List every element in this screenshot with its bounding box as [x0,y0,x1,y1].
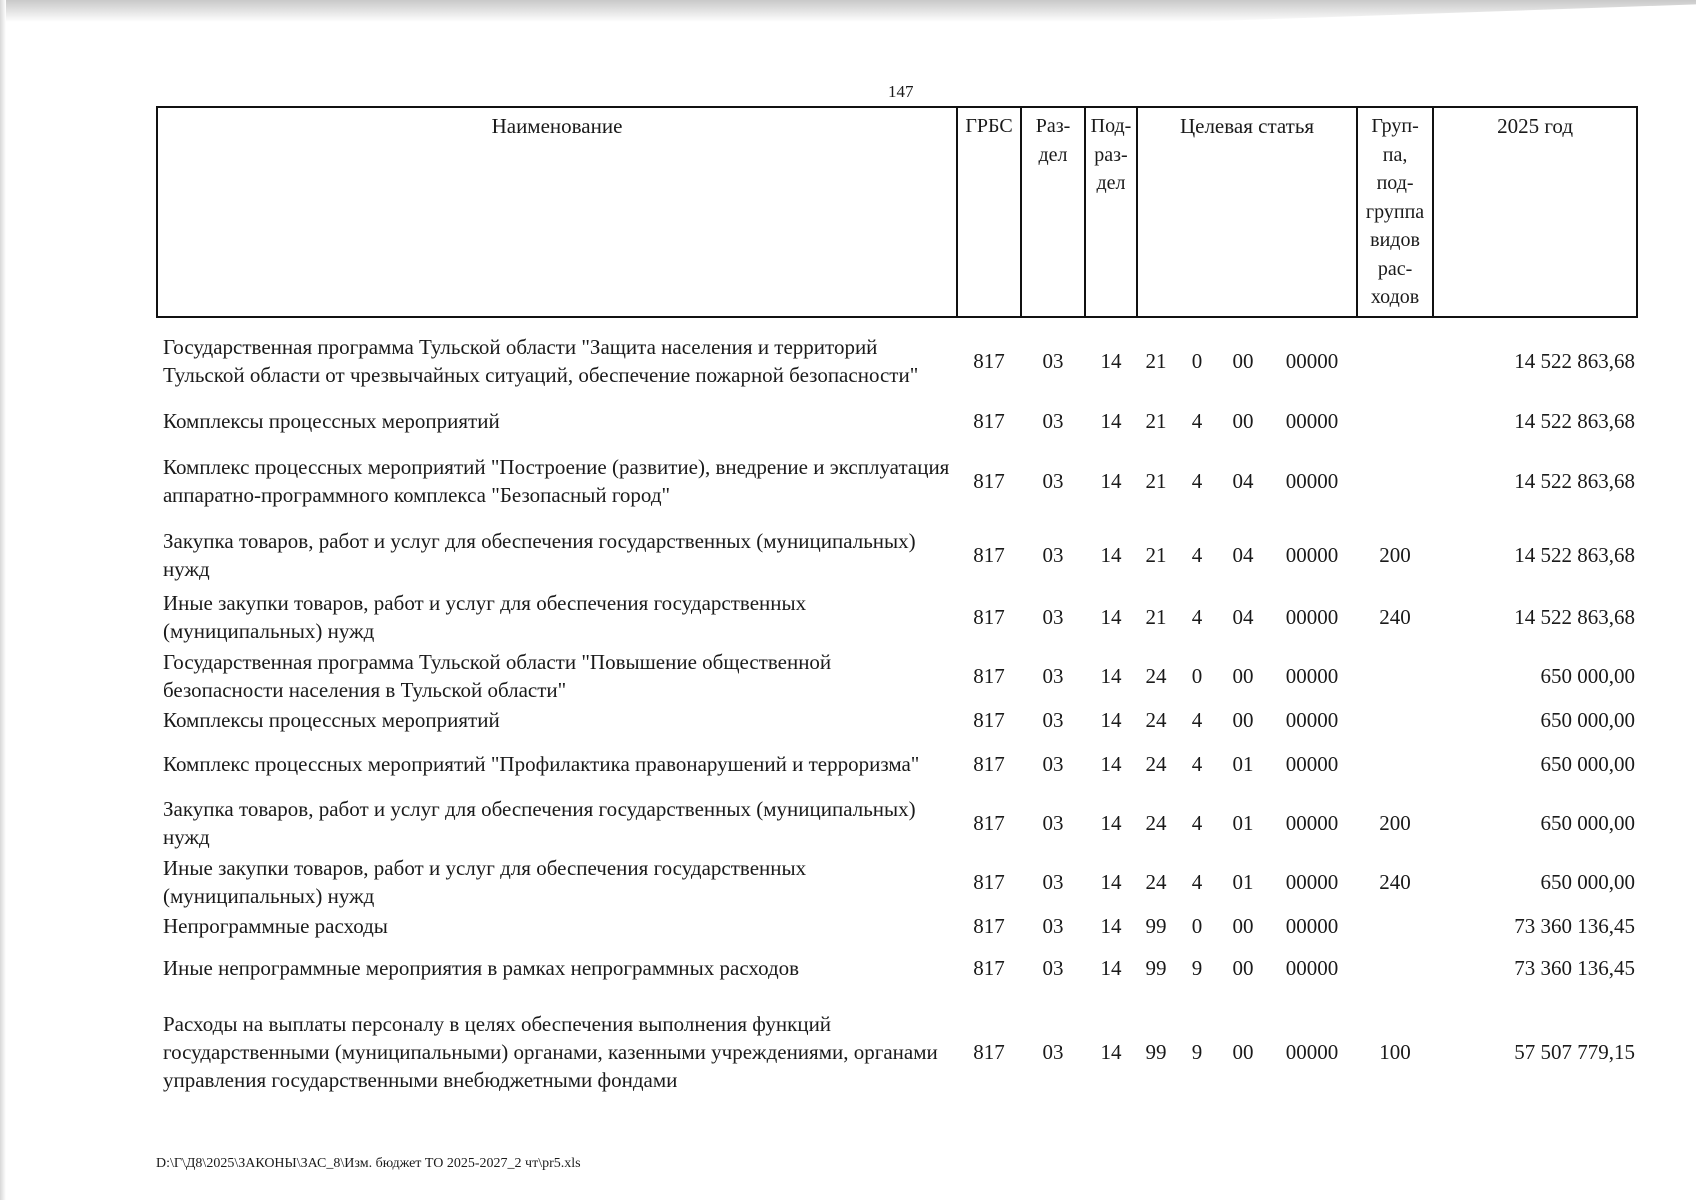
row-target-program: 99 [1145,956,1167,980]
row-target-program: 21 [1145,604,1167,629]
row-grbs: 817 [973,956,1005,980]
row-sum: 73 360 136,45 [1514,956,1636,980]
header-razdel-line: Раз- [1035,115,1071,137]
row-group [1357,705,1433,734]
row-target-subtype: 00 [1232,663,1254,688]
row-target-subtype: 00 [1232,707,1254,732]
row-name: Государственная программа Тульской области "Защита населения и территорий Тульской области от чрезвычайных ситуаций, обеспечение пожарной безопасности" [163,334,919,387]
row-target-code: 00000 [1285,409,1339,433]
header-razdel-line: дел [1038,143,1068,166]
row-grbs: 817 [973,869,1005,894]
table-body [157,317,1637,1109]
row-target-subtype: 04 [1232,469,1254,493]
row-target-subtype: 00 [1232,914,1254,938]
row-group [1357,911,1433,941]
row-target-type: 9 [1191,1040,1203,1064]
table-row [157,793,1637,852]
row-target-code: 00000 [1285,469,1339,493]
row-sum: 14 522 863,68 [1514,469,1636,493]
header-group-line: видов [1370,229,1420,251]
row-grbs: 817 [973,663,1005,688]
row-podrazdel: 14 [1100,604,1122,629]
row-grbs: 817 [973,409,1005,433]
row-group [1357,403,1433,439]
row-group [1357,439,1433,523]
header-target: Целевая статья [1137,107,1357,317]
row-sum: 650 000,00 [1540,751,1636,776]
table-row [157,852,1637,911]
row-target-program: 24 [1145,810,1167,835]
row-target-program: 24 [1145,869,1167,894]
row-grbs: 817 [973,914,1005,938]
row-razdel: 03 [1042,663,1064,688]
row-target-program: 21 [1145,348,1167,373]
row-target-type: 4 [1191,810,1203,835]
row-target-subtype: 01 [1232,751,1254,776]
row-razdel: 03 [1042,707,1064,732]
row-target-subtype: 00 [1232,409,1254,433]
table-row [157,646,1637,705]
row-podrazdel: 14 [1100,707,1122,732]
row-target-type: 4 [1191,604,1203,629]
row-name: Комплексы процессных мероприятий [163,707,500,732]
row-grbs: 817 [973,751,1005,776]
header-group-line: ходов [1370,286,1420,308]
row-podrazdel: 14 [1100,914,1122,938]
row-target-subtype: 04 [1232,543,1254,567]
row-name: Закупка товаров, работ и услуг для обеспечения государственных (муниципальных) нужд [163,529,916,581]
table-header [157,107,1637,317]
row-sum: 650 000,00 [1540,707,1636,732]
row-group: 200 [1379,543,1411,567]
row-sum: 14 522 863,68 [1514,348,1636,373]
row-grbs: 817 [973,604,1005,629]
row-target-program: 24 [1145,663,1167,688]
header-podrazdel [1085,107,1137,317]
row-target-program: 21 [1145,469,1167,493]
row-target-program: 99 [1145,1040,1167,1064]
row-podrazdel: 14 [1100,751,1122,776]
row-target-type: 0 [1191,663,1203,688]
row-name: Непрограммные расходы [163,914,388,938]
row-grbs: 817 [973,469,1005,493]
header-group-line: Груп- [1371,115,1419,137]
row-sum: 57 507 779,15 [1514,1040,1636,1064]
row-sum: 14 522 863,68 [1514,409,1636,433]
row-target-code: 00000 [1285,751,1339,776]
row-target-code: 00000 [1285,348,1339,373]
row-target-type: 4 [1191,409,1203,433]
row-razdel: 03 [1042,469,1064,493]
row-grbs: 817 [973,707,1005,732]
row-name: Государственная программа Тульской области "Повышение общественной безопасности населения в Тульской области" [163,649,832,702]
row-name: Иные закупки товаров, работ и услуг для обеспечения государственных (муниципальных) нужд [163,855,807,908]
row-target-subtype: 00 [1232,348,1254,373]
header-name: Наименование [157,107,957,317]
row-group [1357,941,1433,995]
row-podrazdel: 14 [1100,956,1122,980]
table-row [157,439,1637,523]
row-razdel: 03 [1042,1040,1064,1064]
row-target-program: 24 [1145,707,1167,732]
row-name: Комплексы процессных мероприятий [163,409,500,433]
row-name: Закупка товаров, работ и услуг для обеспечения государственных (муниципальных) нужд [163,796,916,849]
row-sum: 73 360 136,45 [1514,914,1636,938]
header-year: 2025 год [1433,107,1637,317]
row-target-program: 24 [1145,751,1167,776]
row-group: 240 [1379,604,1411,629]
row-target-type: 4 [1191,751,1203,776]
header-grbs: ГРБС [957,107,1021,317]
row-target-type: 4 [1191,707,1203,732]
table-row [157,941,1637,995]
header-podrazdel-line: раз- [1094,143,1128,166]
scan-shadow-top [0,0,1696,22]
row-target-program: 21 [1145,543,1167,567]
row-razdel: 03 [1042,543,1064,567]
header-podrazdel-line: дел [1096,172,1126,194]
row-podrazdel: 14 [1100,469,1122,493]
row-sum: 14 522 863,68 [1514,604,1636,629]
row-target-code: 00000 [1285,707,1339,732]
row-name: Комплекс процессных мероприятий "Профилактика правонарушений и терроризма" [163,751,920,776]
row-name: Комплекс процессных мероприятий "Построение (развитие), внедрение и эксплуатация аппаратно-программного комплекса "Безопасный город" [163,455,950,507]
row-podrazdel: 14 [1100,409,1122,433]
row-target-subtype: 00 [1232,1040,1254,1064]
table-row [157,587,1637,646]
header-group [1357,107,1433,317]
row-group [1357,734,1433,793]
page-number: 147 [888,82,914,101]
row-razdel: 03 [1042,409,1064,433]
budget-table [156,106,1638,1109]
row-razdel: 03 [1042,810,1064,835]
row-name: Иные закупки товаров, работ и услуг для обеспечения государственных (муниципальных) нужд [163,590,807,643]
scan-shadow-left [0,0,6,1200]
row-grbs: 817 [973,810,1005,835]
header-group-line: па, [1382,143,1408,166]
row-target-code: 00000 [1285,956,1339,980]
row-target-code: 00000 [1285,810,1339,835]
row-target-type: 9 [1191,956,1203,980]
row-target-code: 00000 [1285,543,1339,567]
table-row [157,995,1637,1109]
row-razdel: 03 [1042,869,1064,894]
row-target-subtype: 00 [1232,956,1254,980]
row-target-subtype: 04 [1232,604,1254,629]
row-group [1357,317,1433,403]
row-razdel: 03 [1042,751,1064,776]
row-podrazdel: 14 [1100,348,1122,373]
row-target-type: 0 [1191,914,1203,938]
row-group: 240 [1379,869,1411,894]
row-target-program: 21 [1145,409,1167,433]
row-podrazdel: 14 [1100,543,1122,567]
row-target-code: 00000 [1285,869,1339,894]
row-podrazdel: 14 [1100,663,1122,688]
row-podrazdel: 14 [1100,810,1122,835]
row-sum: 650 000,00 [1540,810,1636,835]
row-name: Расходы на выплаты персоналу в целях обеспечения выполнения функций государственными (муниципальными) органами, казенными учреждениями, органами управления государственными внебюджетными фондами [163,1012,938,1092]
table-row [157,911,1637,941]
row-podrazdel: 14 [1100,1040,1122,1064]
table-row [157,523,1637,587]
row-target-subtype: 01 [1232,810,1254,835]
row-sum: 650 000,00 [1540,869,1636,894]
row-target-code: 00000 [1285,663,1339,688]
row-target-code: 00000 [1285,604,1339,629]
header-razdel [1021,107,1085,317]
header-group-line: рас- [1377,257,1413,280]
row-group: 100 [1379,1040,1411,1064]
row-target-subtype: 01 [1232,869,1254,894]
row-target-type: 0 [1191,348,1203,373]
row-grbs: 817 [973,348,1005,373]
row-group [1357,646,1433,705]
row-target-code: 00000 [1285,914,1339,938]
row-grbs: 817 [973,1040,1005,1064]
row-target-code: 00000 [1285,1040,1339,1064]
header-group-line: под- [1376,172,1414,194]
row-group: 200 [1379,810,1411,835]
table-row [157,317,1637,403]
row-razdel: 03 [1042,956,1064,980]
row-target-type: 4 [1191,469,1203,493]
row-razdel: 03 [1042,348,1064,373]
file-path-footer: D:\Г\Д8\2025\ЗАКОНЫ\ЗАС_8\Изм. бюджет ТО 2025-2027_2 чт\pr5.xls [156,1156,581,1171]
row-target-program: 99 [1145,914,1167,938]
table-row [157,734,1637,793]
row-podrazdel: 14 [1100,869,1122,894]
row-target-type: 4 [1191,543,1203,567]
row-razdel: 03 [1042,604,1064,629]
row-sum: 14 522 863,68 [1514,543,1636,567]
header-podrazdel-line: Под- [1090,115,1132,137]
table-row [157,403,1637,439]
row-target-type: 4 [1191,869,1203,894]
row-name: Иные непрограммные мероприятия в рамках непрограммных расходов [163,956,800,980]
row-razdel: 03 [1042,914,1064,938]
row-grbs: 817 [973,543,1005,567]
table-row [157,705,1637,734]
header-group-line: группа [1365,200,1425,223]
row-sum: 650 000,00 [1540,663,1636,688]
